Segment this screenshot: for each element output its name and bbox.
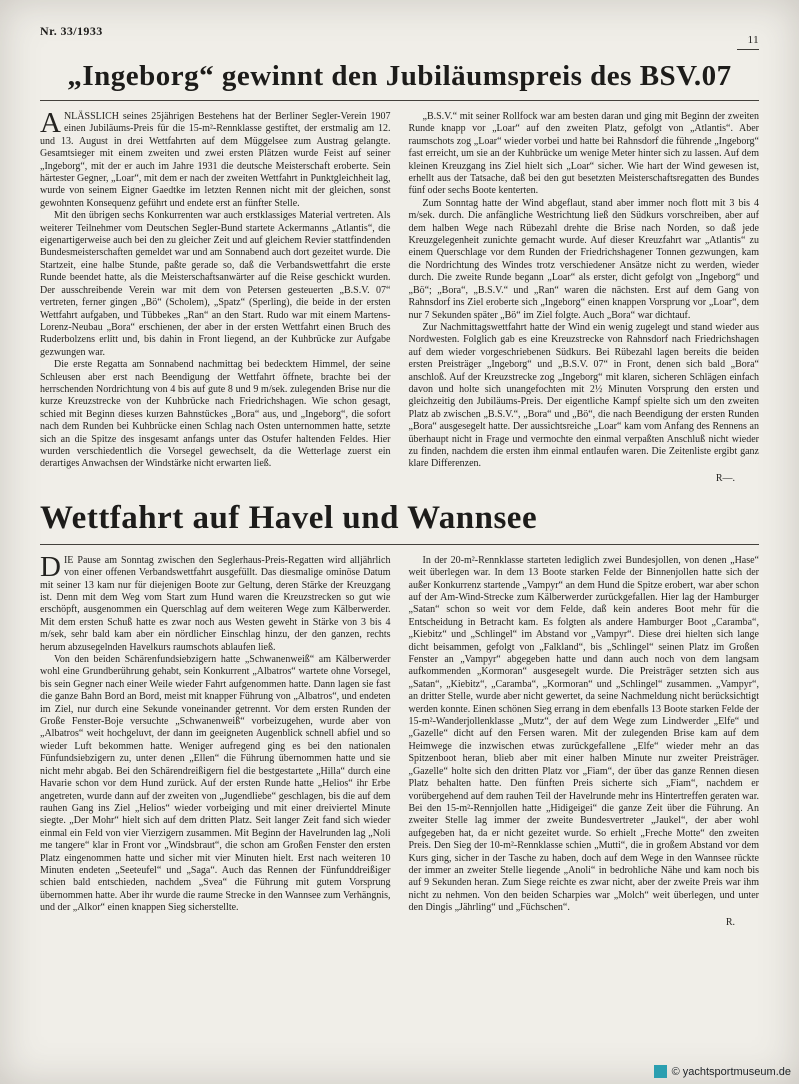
paragraph: DIE Pause am Sonntag zwischen den Seglerhaus-Preis-Regatten wird alljährlich von einer offenen Verbandswettfahrt ausgefüllt. Das diesmalige ominöse Datum mit seiner 13 kam nur für diejenigen Boote zur Geltung, deren Stärke der Kreuzgang ist. Denn mit dem Weg vom Start zum Hund waren die Kreuzstrecken so gut wie erschöpft, ausgenommen ein Querschlag auf dem weiteren Wege zum Kälberwerder. Mit dem ersten Schuß hatte es zwar noch aus Westen geweht in Stärke von 3 bis 4 m/sek, sehr bald kam aber ein nördlicher Einschlag hinzu, der den ganzen, rechts herum abzusegelnden Havelkurs raumschots ablaufen ließ. bbox=[40, 550, 391, 653]
paragraph: ANLÄSSLICH seines 25jährigen Bestehens hat der Berliner Segler-Verein 1907 einen Jubiläums-Preis für die 15-m²-Rennklasse gestiftet, der erstmalig am 12. und 13. August in drei Wettfahrten auf dem Müggelsee zum Austrag gelangte. Gesamtsieger mit einem zweiten und zwei ersten Plätzen wurde Feist auf seiner „Ingeborg“, mit der er auch im Jahre 1931 die deutsche Meisterschaft eroberte. Sein härtester Gegner, „Loar“, mit dem er nach der zweiten Wettfahrt in Punktgleichheit lag, wurde von seinem Eigner Gaedtke im letzten Rennen nicht mit der gleichen, sonst gewohnten Konsequenz geführt und endete erst an fünfter Stelle. bbox=[40, 107, 391, 209]
paragraph: In der 20-m²-Rennklasse starteten lediglich zwei Bundesjollen, von denen „Hase“ weit überlegen war. In dem 13 Boote starken Felde der Binnenjollen hatte sich der außer Konkurrenz startende „Vampyr“ an dem Hund die Spitze erobert, war aber schon auf der Am-Wind-Strecke zum Kälberwerder zurückgefallen. Hier lag der Hamburger „Satan“ schon so weit vor dem Felde, daß kein anderes Boot mehr für die Entscheidung in Betracht kam. Es folgten als andere Hamburger Boot „Caramba“, „Kiebitz“ und „Schlingel“ im Abstand vor „Vampyr“. Diese drei hielten sich lange dicht beisammen, gefolgt von „Falkland“, bis „Schlingel“ seinen Platz im Großen Fenster an „Vampyr“ abgegeben hatte und dann auch noch von dem langsam aufkommenden „Kormoran“ ausgesegelt wurde. Die Preisträger setzten sich aus „Satan“, „Kiebitz“, „Caramba“, „Kormoran“ und „Schlingel“ zusammen. „Vampyr“, an dritter Stelle, wurde aber nicht gewertet, da seine Nachmeldung nicht berücksichtigt werden konnte. Einen schönen Sieg errang in dem ebenfalls 13 Boote starken Felde der 15-m²-Wanderjollenklasse „Mutz“, der auf dem Wege zum Lindwerder „Elfe“ und „Gazelle“ dicht auf den Fersen waren. Mit der zulegenden Brise kam auf dem Heimwege die inzwischen etwas zurückgefallene „Elfe“ wieder mehr an das Spitzenboot heran, blieb aber mit einer halben Minute nur zweiter Preisträger. „Gazelle“ holte sich den dritten Platz vor „Fiam“, der über das ganze Rennen diesen Platz behalten hatte. Den fünften Preis sicherte sich „Fiam“, nachdem er vorübergehend auf dem rauhen Teil der Havelrunde mehr ins Hintertreffen geraten war. Bei den 15-m²-Rennjollen hatte „Hidigeigei“ die ganze Zeit über die Führung. An zweiter Stelle lag immer der zweite Bundesvertreter „Jaukel“, der aber wohl aufgegeben hat, da er nicht gezeitet wurde. So erhielt „Freche Motte“ den zweiten Preis. Den Sieg der 10-m²-Rennklasse schien „Mutti“, die in großem Abstand vor dem Kurs ging, sicher in der Tasche zu haben, doch auf dem Wege in den Wannsee rückte der immer an zweiter Stelle liegende „Anoli“ in bedrohliche Nähe und kam noch bis auf 9 Sekunden heran. Zum Siege reichte es zwar nicht, aber der zweite Preis war ihm nicht zu nehmen. Von den beiden Scharpies war „Molch“ weit überlegen, und unter den Dingis „Jährling“ und „Füchschen“. bbox=[408, 554, 759, 914]
page-number-block bbox=[737, 32, 759, 50]
article-havel-title: Wettfahrt auf Havel und Wannsee bbox=[40, 499, 538, 536]
issue-number: Nr. 33/1933 bbox=[40, 24, 103, 38]
paragraph: Mit den übrigen sechs Konkurrenten war auch erstklassiges Material vertreten. Als weiterer Teilnehmer vom Deutschen Segler-Bund startete Ackermanns „Atlantis“, die eigenartigerweise auch bei den zu gleicher Zeit und auf gleichem Revier stattfindenden Bundesmeisterschaften gemeldet war und am Sonnabend auch dort gezeitet wurde. Die Startzeit, eine halbe Stunde, paßte gerade so, daß die Verbandswettfahrt die erste Runde beendet hatte, als die Meisterschaftsanwärter auf die Reise geschickt wurden. Der ausschreibende Verein war mit dem von Petersen gesteuerten „B.S.V. 07“ vertreten, ferner gingen „Bö“ (Scholem), „Spatz“ (Sperling), die beide in der ersten Wettfahrt aufgaben, und Tübbekes „Ran“ an den Start. Rudo war mit einem Martens-Lorenz-Neubau „Bora“ erschienen, der aber in der ersten Wettfahrt einen Bruch des Ruderbolzens erlitt und, bis dahin in Front liegend, an der Kuhbrücke zur Aufgabe gezwungen war. bbox=[40, 210, 391, 358]
article-havel-right-column bbox=[409, 555, 760, 928]
article-havel bbox=[40, 500, 759, 928]
article-havel-headline-rule bbox=[40, 544, 759, 545]
article-havel-signature: R. bbox=[725, 916, 735, 928]
article-havel-columns bbox=[40, 550, 759, 928]
paragraph: Zum Sonntag hatte der Wind abgeflaut, stand aber immer noch flott mit 3 bis 4 m/sek. durch. Die anfängliche Westrichtung ließ den Südkurs vorschreiben, aber auf dem halben Wege nach Rübezahl drehte die Brise nach Norden, so daß jede Kreuzgelegenheit zunichte gemacht wurde. Auf dieser Kreuzfahrt war „Atlantis“ zu einem Querschlage vor dem Runden der Friedrichshagener Tonnen gezwungen, kam die Nordrichtung des Windes trotz verschiedener Ansätze nicht zu werden, wieder durch. Die zweite Runde begann „Loar“ als erster, dicht gefolgt von „Ingeborg“ und „Bö“; „Bora“, „B.S.V.“ und „Ran“ waren die nächsten. Erst auf dem Gang von Rahnsdorf ins Ziel eroberte sich „Ingeborg“ einen knappen Vorsprung vor „Loar“, dem nur 7 Sekunden später „Bö“ im Ziel folgte. Auch „Bora“ war dichtauf. bbox=[408, 197, 759, 321]
watermark bbox=[654, 1065, 791, 1078]
article-ingeborg bbox=[40, 60, 759, 484]
paragraph: Von den beiden Schärenfundsiebzigern hatte „Schwanenweiß“ am Kälberwerder wohl eine Grundberührung gehabt, sein Konkurrent „Albatros“ wartete ohne Vorsegel, bis sein Gegner nach einer Weile wieder Fahrt aufgenommen hatte. Dann lagen sie fast die ganze Bahn Bord an Bord, meist mit knapper Führung von „Albatros“, und endeten im Ziel, nur durch eine Sekunde voneinander getrennt. Vor dem ersten Runden der Große Fenster-Boje versuchte „Schwanenweiß“ vorbeizugehen, wurde aber von „Albatros“ weit hochgeluvt, der dann im geeigneten Augenblick schnell abfiel und so wieder Luft bekommen hatte. Weniger aufregend ging es bei den nationalen Fünfundsiebzigern zu, unter denen „Ellen“ die Führung übernommen hatte und sie nicht mehr abgab. Bei den Schärendreißigern fiel die bestgestartete „Hilla“ durch eine Havarie schon vor dem Hund zurück. Auf der ersten Runde hatte „Helios“ ihr Erbe angetreten, wurde dann auf der zweiten von „Jugendliebe“ geschlagen, bis die auf dem rauhen Gang ins Ziel „Helios“ wieder vorbeiging und mit einer dreiviertel Minute siegte. „Der Mohr“ hielt sich auf dem dritten Platz. Seit langer Zeit fand sich wieder einmal ein Feld von vier Vierzigern zusammen. Mit Beginn der Havelrunden lag „Noli me tangere“ klar in Front vor „Windsbraut“, die schon am Großen Fenster den ersten Platz eingenommen hatte und sicher mit vier Minuten hielt. Erst nach weiteren 10 Minuten endeten „Seeteufel“ und „Saga“. Auch das Rennen der Fünfunddreißiger schien bald entschieden, nachdem „Svea“ die Führung mit gutem Vorsprung übernommen hatte. Aber ihr wurde die raume Strecke in den Wannsee zum Verhängnis, und der „Alkor“ einen knappen Sieg sicherstellte. bbox=[40, 654, 391, 914]
page-number: 11 bbox=[747, 34, 759, 46]
article-ingeborg-headline-rule bbox=[40, 100, 759, 101]
paragraph: Zur Nachmittagswettfahrt hatte der Wind ein wenig zugelegt und stand wieder aus Nordwesten. Folglich gab es eine Kreuzstrecke von Rahnsdorf nach Friedrichshagen auf dem wieder vorgeschriebenen Südkurs. Bei Rübezahl lagen bereits die beiden ersten Preisträger „Ingeborg“ und „B.S.V. 07“ in Front, denen sich bald „Bora“ anschloß. Auf der Kreuzstrecke zog „Ingeborg“ mit klaren, sicheren Schlägen einfach davon und holte sich unangefochten mit 2½ Minuten Vorsprung den ersten und gleichzeitig den Jubiläums-Preis. Der eigentliche Kampf spielte sich um den zweiten Platz ab zwischen „B.S.V.“, „Bora“ und „Bö“, die nach Beendigung der ersten Runden „Bora“ ausgesegelt hatte. Der aussichtsreiche „Loar“ kam vom Anfang des Rennens an überhaupt nicht in Frage und vermochte den einmal verpaßten Anschluß nicht wieder zu finden, nachdem die ersten ihm einmal entlaufen waren. Die Zeitenliste ergibt ganz klare Differenzen. bbox=[408, 321, 759, 470]
article-ingeborg-left-column bbox=[40, 107, 391, 484]
paragraph: „B.S.V.“ mit seiner Rollfock war am besten daran und ging mit Beginn der zweiten Runde knapp vor „Loar“ auf den zweiten Platz, gefolgt von „Atlantis“. Aber raumschots zog „Loar“ wieder vorbei und hatte bei Rahnsdorf die führende „Ingeborg“ fast erreicht, um sie an der Kuhbrücke um wenige Meter hinter sich zu lassen. Auf dem kleinen Kreuzgang ins Ziel hielt sich „Loar“ sicher. Wie hart der Wind gewesen ist, erhellt aus der Tatsache, daß bei den gut besetzten Meisterschaftsregatten des Bundes fünf oder sechs Boote kenterten. bbox=[408, 111, 759, 197]
article-ingeborg-right-text bbox=[409, 111, 760, 471]
page-number-rule bbox=[737, 49, 759, 50]
watermark-logo-icon bbox=[654, 1065, 667, 1078]
article-ingeborg-columns bbox=[40, 107, 759, 484]
article-ingeborg-right-column bbox=[409, 111, 760, 484]
article-ingeborg-title: „Ingeborg“ gewinnt den Jubiläumspreis des BSV.07 bbox=[67, 60, 732, 92]
article-ingeborg-signature: R—. bbox=[715, 472, 735, 484]
watermark-text: © yachtsportmuseum.de bbox=[671, 1065, 791, 1078]
article-havel-right-text bbox=[409, 555, 760, 915]
page-header bbox=[40, 24, 759, 50]
article-havel-left-column bbox=[40, 550, 391, 928]
paragraph: Die erste Regatta am Sonnabend nachmittag bei bedecktem Himmel, der seine Schleusen aber erst nach Beendigung der Wettfahrt öffnete, brachte bei der herrschenden Nordrichtung von 4 bis auf gute 8 und 9 m/sek. zulegenden Brise nur die kurze Kreuzstrecke von der Kuhbrücke nach Friedrichshagen. Wie schon gesagt, schied mit Beginn dieses kurzen Bahnstückes „Bora“ aus, und „Ingeborg“, die sofort nach dem Runden bei Kuhbrücke einen Schlag nach Osten unternommen hatte, setzte sich an die Spitze des insgesamt anfangs unter das Ostufer haltenden Feldes. Hier wurden verschiedentlich die Vorsegel gewechselt, da die Wetterlage zuerst ein derartiges Anwachsen der Windstärke nicht erwarten ließ. bbox=[40, 359, 391, 470]
